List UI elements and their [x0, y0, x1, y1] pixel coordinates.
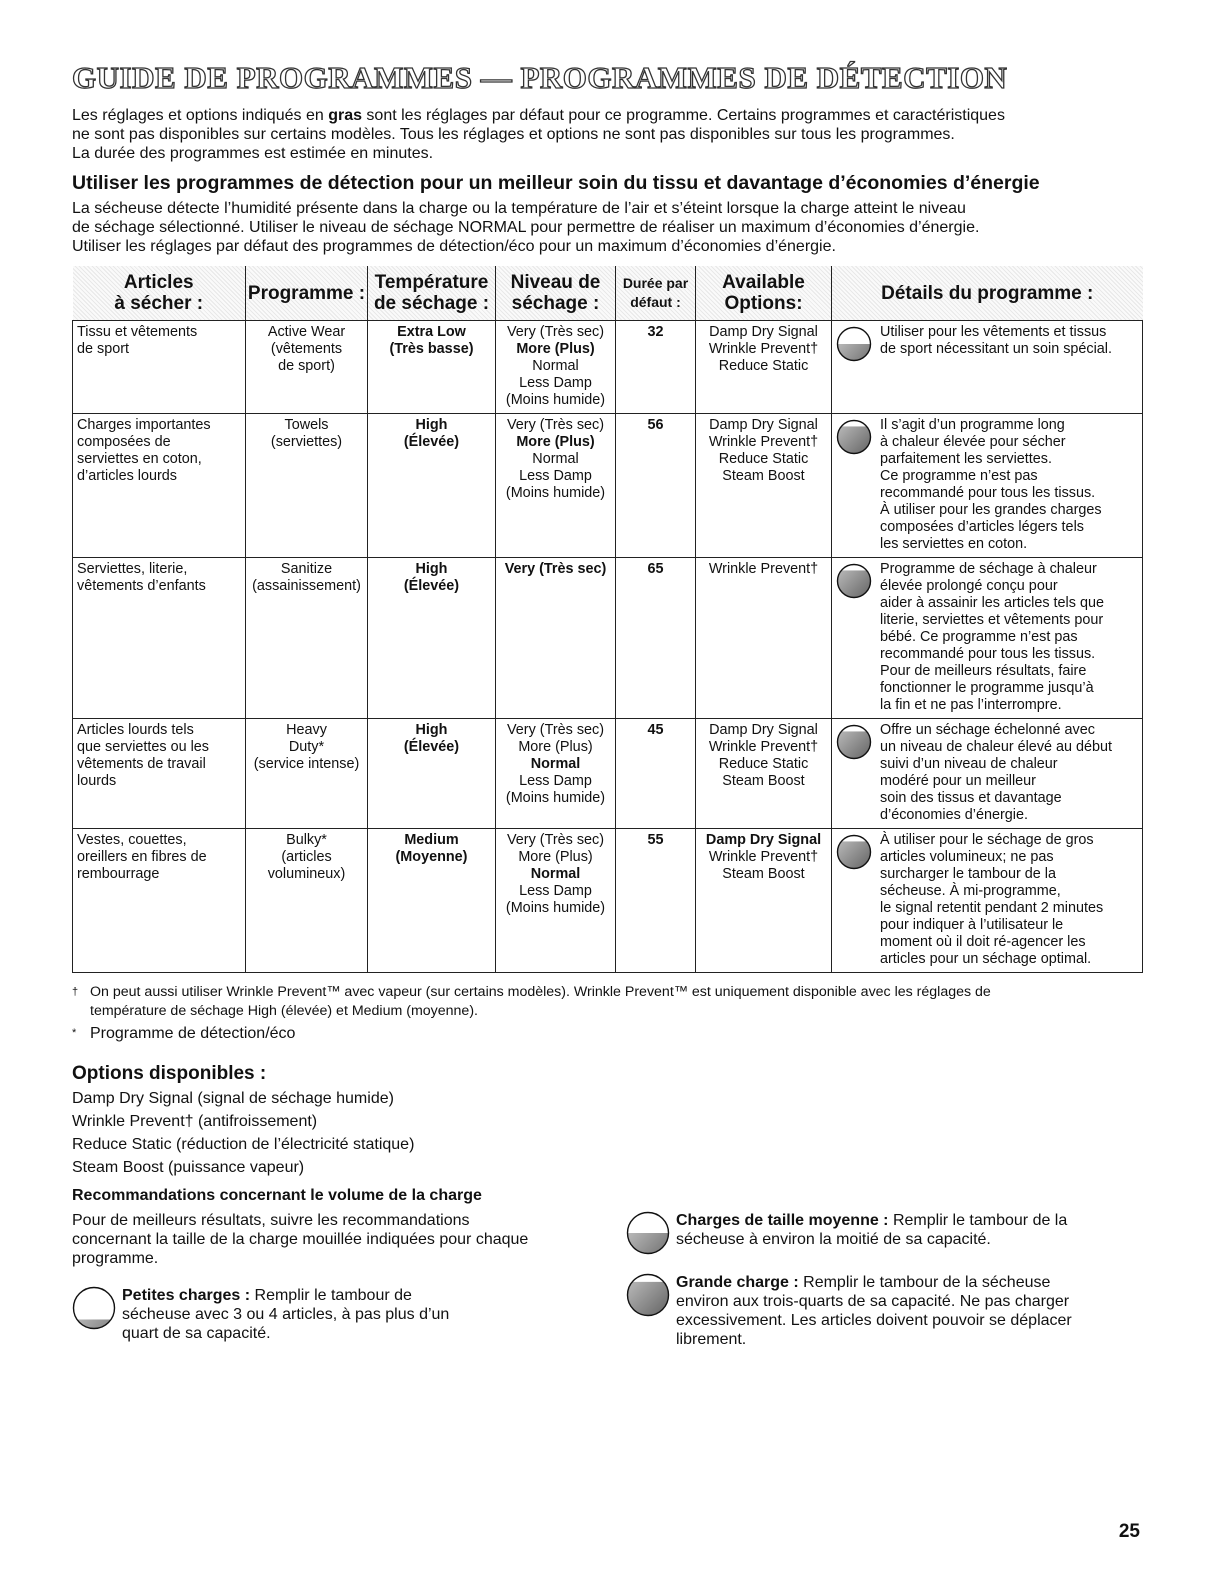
load-heading: Recommandations concernant le volume de la charge [72, 1187, 482, 1204]
option-cell-item: Wrinkle Prevent† [708, 849, 819, 865]
cell-line: à chaleur élevée pour sécher [880, 434, 1066, 450]
cell-options [696, 719, 832, 829]
cell-line: un niveau de chaleur élevé au début [880, 739, 1113, 755]
cell-line: literie, serviettes et vêtements pour [880, 612, 1104, 628]
cell-line: oreillers en fibres de [77, 849, 207, 865]
load-right-column [626, 1211, 1146, 1349]
table-row [73, 558, 1143, 719]
cell-line: rembourrage [77, 866, 160, 882]
cell-line: (assainissement) [252, 578, 361, 594]
cell-line: bébé. Ce programme n’est pas [880, 629, 1078, 645]
cell-line: (Élevée) [403, 578, 460, 594]
load-half-icon [626, 1211, 670, 1255]
load-large-icon [626, 1273, 670, 1317]
cell-line: de sport) [278, 358, 335, 374]
header-niveau: Niveau de séchage : [496, 266, 616, 321]
cell-duree: 55 [616, 829, 696, 973]
cell-line: Pour de meilleurs résultats, faire [880, 663, 1087, 679]
load-intro: Pour de meilleurs résultats, suivre les recommandations concernant la taille de la charge mouillée indiquées pour chaque programme. [72, 1212, 529, 1267]
cell-options [696, 414, 832, 558]
cell-line: Duty* [288, 739, 325, 755]
load-left-column [72, 1211, 612, 1349]
cell-temperature [368, 321, 496, 414]
cell-programme [246, 829, 368, 973]
header-programme: Programme : [246, 266, 368, 321]
cell-line: Extra Low [397, 324, 466, 340]
load-label: Petites charges : [122, 1287, 251, 1304]
level-item: More (Plus) [516, 341, 595, 357]
detection-line-2: de séchage sélectionné. Utiliser le niveau de séchage NORMAL pour permettre de réaliser un maximum d’économies d’énergie. [72, 219, 980, 236]
cell-programme [246, 414, 368, 558]
star-mark: * [72, 1027, 77, 1039]
level-item: More (Plus) [518, 739, 593, 755]
cell-niveau [496, 414, 616, 558]
cell-duree: 32 [616, 321, 696, 414]
intro-line-3: La durée des programmes est estimée en minutes. [72, 145, 434, 162]
level-item: Very (Très sec) [506, 832, 605, 848]
cell-line: articles volumineux; ne pas [880, 849, 1054, 865]
header-duree: Durée par défaut : [616, 266, 696, 321]
intro-text: Les réglages et options indiqués en [72, 107, 329, 124]
cell-line: lourds [77, 773, 117, 789]
option-item: Steam Boost (puissance vapeur) [72, 1159, 305, 1176]
level-item: (Moins humide) [505, 900, 606, 916]
cell-line: recommandé pour tous les tissus. [880, 646, 1096, 662]
cell-line: Il s’agit d’un programme long [880, 417, 1065, 433]
cell-articles [73, 321, 246, 414]
footnote-dagger [72, 983, 1150, 1021]
level-item: (Moins humide) [505, 392, 606, 408]
load-large-icon [836, 834, 872, 870]
header-temperature: Température de séchage : [368, 266, 496, 321]
header-options: Available Options: [696, 266, 832, 321]
table-row [73, 414, 1143, 558]
cell-articles [73, 558, 246, 719]
table-row [73, 321, 1143, 414]
cell-options [696, 829, 832, 973]
table-header-row [73, 266, 1143, 321]
cell-duree: 65 [616, 558, 696, 719]
cell-line: Charges importantes [77, 417, 211, 433]
option-cell-item: Wrinkle Prevent† [708, 434, 819, 450]
level-item: Normal [530, 866, 581, 882]
cell-line: À utiliser pour le séchage de gros [880, 832, 1094, 848]
cell-articles [73, 719, 246, 829]
cell-line: serviettes en coton, [77, 451, 202, 467]
header-details: Détails du programme : [832, 266, 1143, 321]
cell-line: High [415, 417, 448, 433]
cell-line: recommandé pour tous les tissus. [880, 485, 1096, 501]
intro [72, 106, 1150, 163]
cell-programme [246, 719, 368, 829]
cell-details [832, 829, 1143, 973]
cell-details [832, 719, 1143, 829]
cell-options [696, 321, 832, 414]
load-half-icon [836, 326, 872, 362]
footnote-text: température de séchage High (élevée) et Medium (moyenne). [90, 1003, 478, 1019]
cell-line: composées de [77, 434, 171, 450]
cell-niveau [496, 321, 616, 414]
cell-articles [73, 829, 246, 973]
option-cell-item: Steam Boost [722, 468, 805, 484]
page [72, 60, 1150, 1349]
cell-temperature [368, 829, 496, 973]
page-number: 25 [1118, 1521, 1140, 1542]
cell-line: Ce programme n’est pas [880, 468, 1038, 484]
cell-details [832, 321, 1143, 414]
option-cell-item: Damp Dry Signal [709, 417, 818, 433]
cell-line: aider à assainir les articles tels que [880, 595, 1104, 611]
detection-heading: Utiliser les programmes de détection pour un meilleur soin du tissu et davantage d’économies d’énergie [72, 172, 1040, 194]
cell-line: (vêtements [270, 341, 343, 357]
cell-line: (Moyenne) [395, 849, 468, 865]
cell-line: Serviettes, literie, [77, 561, 188, 577]
cell-line: élevée prolongé conçu pour [880, 578, 1058, 594]
level-item: (Moins humide) [505, 790, 606, 806]
cell-line: (Élevée) [403, 434, 460, 450]
cell-line: Heavy [286, 722, 327, 738]
cell-line: parfaitement les serviettes. [880, 451, 1052, 467]
footnote-text: On peut aussi utiliser Wrinkle Prevent™ avec vapeur (sur certains modèles). Wrinkle Prevent™ est uniquement disponible avec les réglages de [90, 984, 991, 1000]
cell-line: Vestes, couettes, [77, 832, 187, 848]
cell-line: Active Wear [267, 324, 346, 340]
level-item: Very (Très sec) [506, 324, 605, 340]
cell-line: suivi d’un niveau de chaleur [880, 756, 1058, 772]
level-item: Less Damp [519, 468, 592, 484]
level-item: Very (Très sec) [506, 722, 605, 738]
cell-line: pour indiquer à l’utilisateur le [880, 917, 1064, 933]
option-cell-item: Steam Boost [722, 773, 805, 789]
detection-line-3: Utiliser les réglages par défaut des programmes de détection/éco pour un maximum d’économies d’énergie. [72, 238, 836, 255]
cell-line: vêtements de travail [77, 756, 206, 772]
cell-line: (Très basse) [389, 341, 474, 357]
cell-line: la fin et ne pas l’interrompre. [880, 697, 1062, 713]
level-item: Less Damp [519, 773, 592, 789]
cell-temperature [368, 558, 496, 719]
cell-line: Towels [284, 417, 329, 433]
cell-options [696, 558, 832, 719]
cell-line: que serviettes ou les [77, 739, 209, 755]
level-item: (Moins humide) [505, 485, 606, 501]
cell-duree: 56 [616, 414, 696, 558]
load-label: Grande charge : [676, 1274, 799, 1291]
cell-duree: 45 [616, 719, 696, 829]
detection-text [72, 199, 1150, 256]
cell-line: Bulky* [286, 832, 327, 848]
cell-line: les serviettes en coton. [880, 536, 1028, 552]
detection-line-1: La sécheuse détecte l’humidité présente dans la charge ou la température de l’air et s’éteint lorsque la charge atteint le niveau [72, 200, 966, 217]
level-item: More (Plus) [518, 849, 593, 865]
load-small-icon [72, 1286, 116, 1330]
cell-line: (serviettes) [270, 434, 343, 450]
cell-line: d’articles lourds [77, 468, 177, 484]
footnotes [72, 983, 1150, 1043]
option-item: Reduce Static (réduction de l’électricité statique) [72, 1136, 415, 1153]
cell-line: Sanitize [280, 561, 333, 577]
level-item: Very (Très sec) [506, 417, 605, 433]
cell-line: (service intense) [253, 756, 360, 772]
cell-niveau [496, 829, 616, 973]
option-cell-item: Wrinkle Prevent† [708, 561, 819, 577]
level-item: Less Damp [519, 883, 592, 899]
cell-line: High [415, 722, 448, 738]
cell-line: Utiliser pour les vêtements et tissus [880, 324, 1107, 340]
table-row [73, 829, 1143, 973]
cell-line: surcharger le tambour de la [880, 866, 1056, 882]
cell-line: volumineux) [267, 866, 346, 882]
table-row [73, 719, 1143, 829]
option-item: Damp Dry Signal (signal de séchage humide) [72, 1090, 394, 1107]
cell-line: High [415, 561, 448, 577]
cell-line: À utiliser pour les grandes charges [880, 502, 1102, 518]
load-large-icon [836, 563, 872, 599]
intro-bold: gras [328, 107, 362, 124]
cell-line: de sport nécessitant un soin spécial. [880, 341, 1112, 357]
cell-temperature [368, 719, 496, 829]
option-cell-item: Damp Dry Signal [705, 832, 822, 848]
program-table [72, 266, 1143, 973]
option-cell-item: Damp Dry Signal [709, 324, 818, 340]
level-item: More (Plus) [516, 434, 595, 450]
load-columns [72, 1211, 1150, 1349]
level-item: Normal [532, 451, 579, 467]
option-cell-item: Damp Dry Signal [709, 722, 818, 738]
cell-programme [246, 558, 368, 719]
footnote-star [72, 1024, 1150, 1043]
cell-temperature [368, 414, 496, 558]
cell-line: soin des tissus et davantage [880, 790, 1062, 806]
load-large-icon [836, 419, 872, 455]
cell-niveau [496, 719, 616, 829]
option-cell-item: Reduce Static [718, 451, 809, 467]
load-large-icon [836, 724, 872, 760]
cell-line: composées d’articles légers tels [880, 519, 1084, 535]
options-heading: Options disponibles : [72, 1063, 267, 1084]
cell-line: sécheuse. À mi-programme, [880, 883, 1061, 899]
table-body [73, 321, 1143, 973]
load-medium-item: Charges de taille moyenne : Remplir le tambour de la sécheuse à environ la moitié de sa capacité. [626, 1211, 1146, 1255]
cell-line: de sport [77, 341, 129, 357]
cell-niveau [496, 558, 616, 719]
option-item: Wrinkle Prevent† (antifroissement) [72, 1113, 318, 1130]
cell-line: fonctionner le programme jusqu’à [880, 680, 1094, 696]
load-label: Charges de taille moyenne : [676, 1212, 889, 1229]
dagger-mark: † [72, 986, 79, 998]
cell-details [832, 414, 1143, 558]
cell-programme [246, 321, 368, 414]
intro-text: sont les réglages par défaut pour ce programme. Certains programmes et caractéristiques [361, 107, 1005, 124]
cell-line: le signal retentit pendant 2 minutes [880, 900, 1104, 916]
cell-details [832, 558, 1143, 719]
load-large-item: Grande charge : Remplir le tambour de la sécheuse environ aux trois-quarts de sa capacité. Ne pas charger excessivement. Les articles doivent pouvoir se déplacer librement. [626, 1273, 1146, 1349]
cell-line: Medium [404, 832, 459, 848]
level-item: Normal [532, 358, 579, 374]
option-cell-item: Wrinkle Prevent† [708, 341, 819, 357]
cell-articles [73, 414, 246, 558]
cell-line: Tissu et vêtements [77, 324, 198, 340]
intro-line-1 [72, 106, 1150, 125]
cell-line: (Élevée) [403, 739, 460, 755]
cell-line: Articles lourds tels [77, 722, 194, 738]
cell-line: d’économies d’énergie. [880, 807, 1028, 823]
cell-line: vêtements d’enfants [77, 578, 206, 594]
option-cell-item: Wrinkle Prevent† [708, 739, 819, 755]
cell-line: (articles [281, 849, 332, 865]
option-cell-item: Reduce Static [718, 358, 809, 374]
cell-line: Programme de séchage à chaleur [880, 561, 1097, 577]
cell-line: modéré pour un meilleur [880, 773, 1036, 789]
options-list [72, 1087, 1150, 1179]
option-cell-item: Reduce Static [718, 756, 809, 772]
footnote-text: Programme de détection/éco [90, 1025, 296, 1042]
level-item: Less Damp [519, 375, 592, 391]
option-cell-item: Steam Boost [722, 866, 805, 882]
intro-line-2: ne sont pas disponibles sur certains modèles. Tous les réglages et options ne sont pas disponibles sur tous les programmes. [72, 126, 955, 143]
cell-line: articles pour un séchage optimal. [880, 951, 1092, 967]
level-item: Normal [530, 756, 581, 772]
page-title: GUIDE DE PROGRAMMES — PROGRAMMES DE DÉTECTION [72, 60, 1008, 95]
level-item: Very (Très sec) [504, 561, 607, 577]
cell-line: moment où il doit ré-agencer les [880, 934, 1086, 950]
cell-line: Offre un séchage échelonné avec [880, 722, 1095, 738]
load-small-item: Petites charges : Remplir le tambour de sécheuse avec 3 ou 4 articles, à pas plus d’un quart de sa capacité. [72, 1286, 612, 1343]
header-articles: Articles à sécher : [73, 266, 246, 321]
